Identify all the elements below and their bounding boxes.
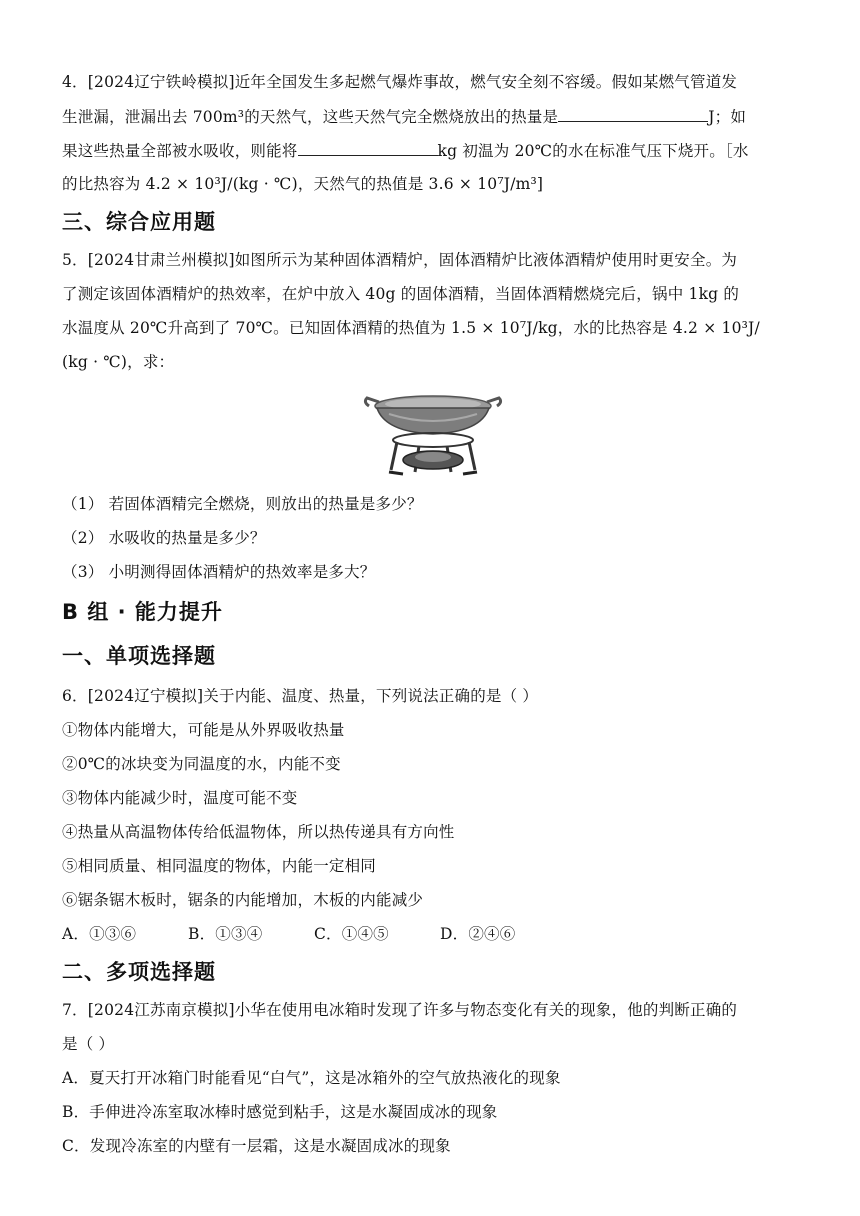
q6-option-d[interactable]: D．②④⑥ xyxy=(440,925,516,943)
q4-line-3-tail: kg 初温为 20℃的水在标准气压下烧开。［水 xyxy=(437,142,749,160)
q5-sub-2: （2） 水吸收的热量是多少？ xyxy=(62,529,266,547)
q6-item-4: ④热量从高温物体传给低温物体，所以热传递具有方向性 xyxy=(62,823,455,841)
q5-line-2: 了测定该固体酒精炉的热效率，在炉中放入 40g 的固体酒精，当固体酒精燃烧完后，锅中 1kg 的 xyxy=(62,285,740,303)
q7-option-a[interactable]: A．夏天打开冰箱门时能看见“白气”，这是冰箱外的空气放热液化的现象 xyxy=(62,1069,561,1087)
q6-stem: 6．[2024辽宁模拟]关于内能、温度、热量，下列说法正确的是（ ） xyxy=(62,687,539,705)
q5-sub-1: （1） 若固体酒精完全燃烧，则放出的热量是多少？ xyxy=(62,495,423,513)
q6-item-6: ⑥锯条锯木板时，锯条的内能增加，木板的内能减少 xyxy=(62,891,424,909)
q7-option-b[interactable]: B．手伸进冷冻室取冰棒时感觉到粘手，这是水凝固成冰的现象 xyxy=(62,1103,498,1121)
q6-item-3: ③物体内能减少时，温度可能不变 xyxy=(62,789,298,807)
q5-line-1: 5．[2024甘肃兰州模拟]如图所示为某种固体酒精炉，固体酒精炉比液体酒精炉使用时更安全。为 xyxy=(62,251,738,269)
group-b-heading: B 组 · 能力提升 xyxy=(62,600,223,624)
q7-option-c[interactable]: C．发现冷冻室的内壁有一层霜，这是水凝固成冰的现象 xyxy=(62,1137,451,1155)
q6-item-5: ⑤相同质量、相同温度的物体，内能一定相同 xyxy=(62,857,377,875)
q6-option-b[interactable]: B．①③④ xyxy=(188,925,263,943)
q4-line-1: 4．[2024辽宁铁岭模拟]近年全国发生多起燃气爆炸事故，燃气安全刻不容缓。假如某燃气管道发 xyxy=(62,73,738,91)
q6-options xyxy=(62,924,515,944)
q4-line-2-text: 生泄漏，泄漏出去 700m³的天然气，这些天然气完全燃烧放出的热量是 xyxy=(62,108,559,126)
alcohol-stove-figure xyxy=(363,384,503,482)
q7-line-1: 7．[2024江苏南京模拟]小华在使用电冰箱时发现了许多与物态变化有关的现象，他的判断正确的 xyxy=(62,1001,738,1019)
q6-option-a[interactable]: A．①③⑥ xyxy=(62,925,137,943)
q5-line-3: 水温度从 20℃升高到了 70℃。已知固体酒精的热值为 1.5 × 10⁷J/kg，水的比热容是 4.2 × 10³J/ xyxy=(62,319,760,337)
answer-blank-heat[interactable] xyxy=(558,106,708,122)
q6-item-1: ①物体内能增大，可能是从外界吸收热量 xyxy=(62,721,345,739)
q7-line-2: 是（ ） xyxy=(62,1035,115,1053)
q4-line-2 xyxy=(62,106,746,127)
q4-line-2-unit: J；如 xyxy=(708,108,747,126)
q4-line-3-text: 果这些热量全部被水吸收，则能将 xyxy=(62,142,298,160)
q5-sub-3: （3） 小明测得固体酒精炉的热效率是多大？ xyxy=(62,563,376,581)
section-heading-3: 三、综合应用题 xyxy=(62,210,216,234)
section-heading-1: 一、单项选择题 xyxy=(62,644,216,668)
answer-blank-mass[interactable] xyxy=(298,140,438,156)
section-heading-2: 二、多项选择题 xyxy=(62,960,216,984)
q5-line-4: (kg · ℃)，求： xyxy=(62,353,175,371)
q6-item-2: ②0℃的冰块变为同温度的水，内能不变 xyxy=(62,755,341,773)
q6-option-c[interactable]: C．①④⑤ xyxy=(314,925,389,943)
q4-line-3 xyxy=(62,140,749,161)
q4-line-4: 的比热容为 4.2 × 10³J/(kg · ℃)，天然气的热值是 3.6 × 10⁷J/m³] xyxy=(62,175,544,193)
